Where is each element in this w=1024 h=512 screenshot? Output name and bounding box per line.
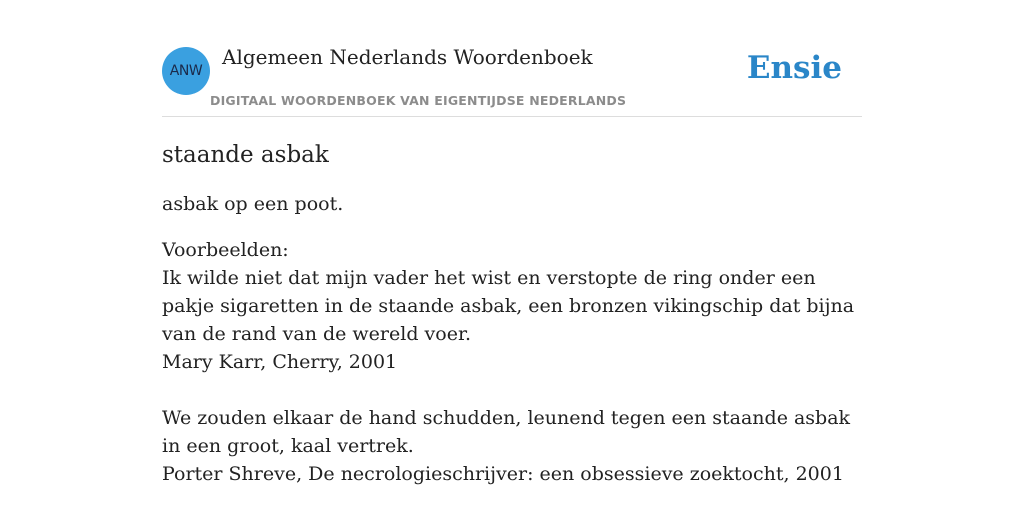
example-item <box>162 404 864 488</box>
site-title[interactable]: Algemeen Nederlands Woordenboek <box>222 45 593 69</box>
example-source: Mary Karr, Cherry, 2001 <box>162 351 398 373</box>
example-item <box>162 264 864 376</box>
ensie-brand-link[interactable]: Ensie <box>746 50 842 86</box>
entry-title: staande asbak <box>162 142 329 168</box>
example-text: Ik wilde niet dat mijn vader het wist en verstopte de ring onder een pakje sigaretten in de staande asbak, een bronzen vikingschip dat bijna van de rand van de wereld voer. <box>162 267 855 345</box>
examples-section <box>162 236 864 488</box>
entry-definition: asbak op een poot. <box>162 193 344 215</box>
examples-heading: Voorbeelden: <box>162 239 289 261</box>
entry-content <box>162 140 864 488</box>
logo-text: ANW <box>169 63 203 79</box>
site-header <box>162 0 862 117</box>
example-source: Porter Shreve, De necrologieschrijver: een obsessieve zoektocht, 2001 <box>162 463 844 485</box>
example-text: We zouden elkaar de hand schudden, leunend tegen een staande asbak in een groot, kaal vertrek. <box>162 407 851 457</box>
site-subtitle: DIGITAAL WOORDENBOEK VAN EIGENTIJDSE NEDERLANDS <box>210 93 627 108</box>
anw-logo[interactable] <box>162 47 210 95</box>
